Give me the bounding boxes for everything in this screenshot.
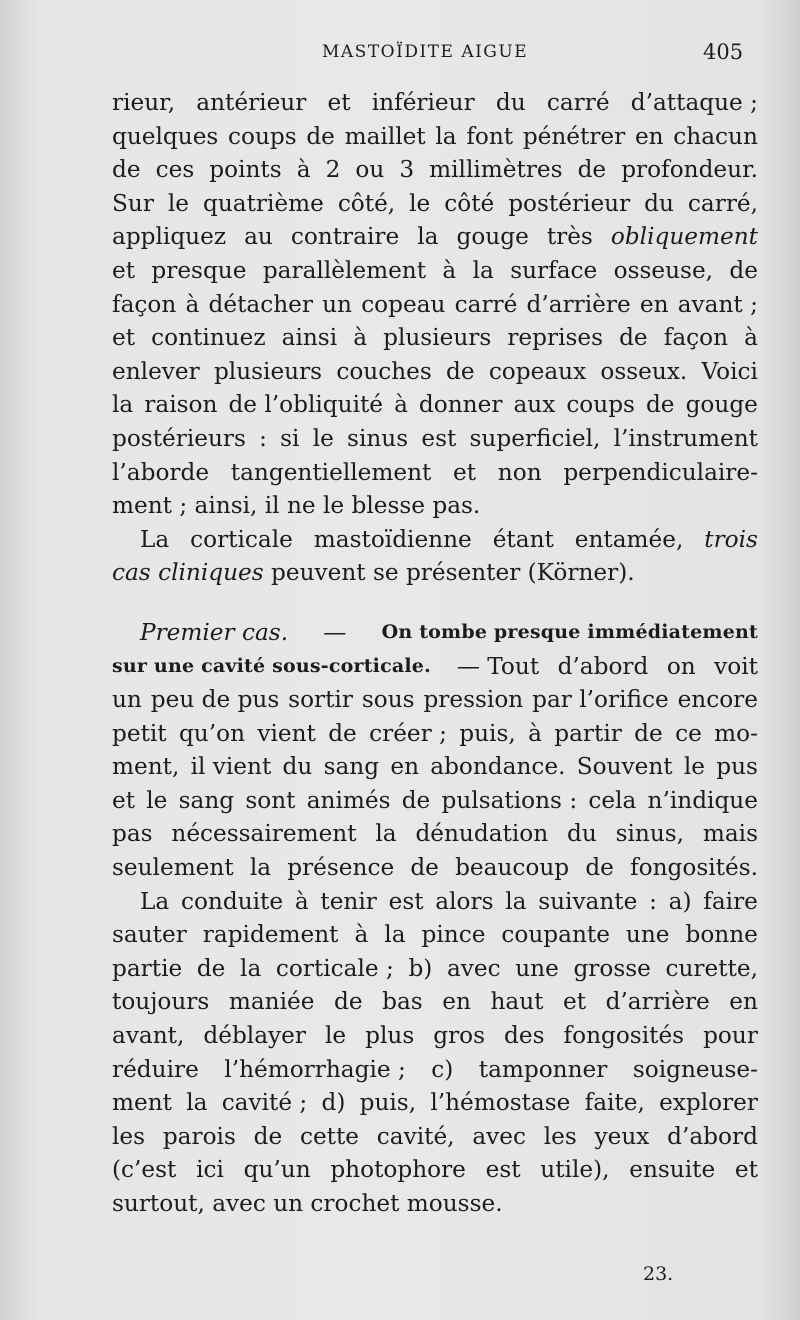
word: font: [466, 122, 514, 150]
word: perpendiculaire-: [563, 458, 758, 486]
word: de: [577, 156, 607, 184]
word: sont: [245, 786, 296, 814]
word: fongosités.: [630, 854, 758, 882]
word: d’arrière: [526, 290, 631, 318]
word: antérieur: [196, 89, 307, 116]
text-line: [112, 851, 758, 885]
word: en: [390, 753, 419, 781]
body-text: [112, 86, 758, 1221]
text-line: [112, 556, 758, 590]
word: :: [259, 424, 267, 452]
word: qu’un: [243, 1156, 311, 1184]
word: bas: [382, 988, 423, 1016]
word: continuez: [151, 324, 266, 352]
word: avant,: [112, 1022, 185, 1050]
word: avant ;: [677, 290, 758, 318]
word: avec: [446, 954, 501, 982]
text-line: [112, 254, 758, 288]
word: le: [409, 189, 431, 217]
text-line: [112, 288, 758, 322]
word: ainsi: [281, 324, 338, 352]
word: parois: [162, 1122, 236, 1150]
word: nécessairement: [171, 820, 357, 848]
word: haut: [490, 988, 544, 1016]
word: cela: [588, 786, 637, 814]
word: par l’orifice: [532, 686, 669, 714]
running-title: MASTOÏDITE AIGUE: [322, 42, 529, 62]
word: ou: [355, 156, 385, 184]
word: (c’est: [112, 1156, 177, 1184]
word: à: [185, 290, 200, 318]
word: la: [112, 391, 134, 419]
word: d): [321, 1089, 346, 1117]
word: sang: [178, 786, 235, 814]
word: sortir: [288, 686, 353, 714]
word: quatrième: [202, 189, 324, 217]
word: entamée,: [574, 525, 684, 553]
word: parallèlement: [262, 256, 427, 284]
word: cavité,: [376, 1122, 455, 1150]
word: partie: [112, 954, 183, 982]
word: plusieurs: [383, 324, 492, 352]
word: 2: [325, 156, 341, 184]
word: et: [563, 988, 587, 1016]
word: il vient: [190, 753, 272, 781]
word: à: [528, 719, 542, 747]
word: du: [495, 89, 526, 116]
word: ment: [112, 1089, 172, 1117]
word: sinus: [347, 424, 409, 452]
word: de: [333, 988, 363, 1016]
word: toujours: [112, 988, 210, 1016]
word: et: [453, 458, 477, 486]
word: copeau: [361, 290, 446, 318]
word: millimètres: [429, 156, 563, 184]
text-line: [112, 918, 758, 952]
word: au: [244, 223, 273, 251]
word: est: [388, 887, 424, 915]
word: la: [417, 223, 439, 251]
word: façon: [112, 290, 177, 318]
text-line: [112, 220, 758, 254]
word: de: [328, 719, 357, 747]
word: déblayer: [203, 1022, 306, 1050]
word: côté,: [337, 189, 396, 217]
word: conduite: [180, 887, 284, 915]
word: enlever: [112, 357, 200, 385]
text-line: [112, 683, 758, 717]
word: du: [566, 820, 597, 848]
word: seulement: [112, 854, 234, 882]
word: On tombe presque immédiatement: [381, 620, 758, 643]
word: et: [112, 256, 136, 284]
word: pénétrer: [522, 122, 626, 150]
word: un: [112, 686, 142, 714]
word: ensuite: [629, 1156, 716, 1184]
word: la: [435, 122, 457, 150]
word: réduire: [112, 1055, 199, 1083]
word: fongosités: [563, 1022, 685, 1050]
word: beaucoup: [455, 854, 570, 882]
word: pression: [423, 686, 524, 714]
word: gros: [433, 1022, 486, 1050]
word: partir: [554, 719, 622, 747]
word: yeux: [594, 1122, 650, 1150]
word: osseux.: [600, 357, 688, 385]
word: détacher: [208, 290, 313, 318]
text-line: [112, 616, 758, 650]
word: sinus,: [615, 820, 685, 848]
word: et: [112, 786, 136, 814]
word: très: [546, 223, 593, 251]
page-header: [0, 40, 800, 70]
word: —: [315, 618, 354, 646]
word: pas: [112, 820, 153, 848]
text-line: [112, 985, 758, 1019]
word: copeaux: [488, 357, 587, 385]
word: dénudation: [415, 820, 549, 848]
word: en: [729, 988, 758, 1016]
word: points: [209, 156, 282, 184]
word: le: [167, 189, 190, 217]
word: carré: [546, 89, 610, 116]
word: peu de pus: [150, 686, 280, 714]
word: pince: [421, 921, 486, 949]
word: sur une cavité sous-corticale.: [112, 654, 431, 677]
word: cette: [299, 1122, 360, 1150]
word: la: [375, 820, 397, 848]
word: raison: [144, 391, 218, 419]
word: la: [384, 921, 406, 949]
word: mais: [702, 820, 758, 848]
word: pulsations :: [441, 786, 578, 814]
word: le: [312, 424, 334, 452]
word: à: [744, 324, 758, 352]
word: étant: [492, 525, 554, 553]
word: carré,: [687, 189, 758, 217]
word: sauter: [112, 921, 187, 949]
word: soigneuse-: [632, 1055, 758, 1083]
word: appliquez: [112, 223, 227, 251]
text-line: [112, 952, 758, 986]
text-line: [112, 784, 758, 818]
word: cavité ;: [221, 1089, 308, 1117]
word: coups: [566, 391, 635, 419]
word: en: [639, 290, 669, 318]
word: chacun: [673, 122, 758, 150]
word: l’hémostase: [430, 1089, 571, 1117]
word: de: [410, 854, 439, 882]
text-line: [112, 120, 758, 154]
word: le: [324, 1022, 347, 1050]
text-line: [112, 86, 758, 120]
word: couches: [336, 357, 432, 385]
page-number: 405: [703, 40, 744, 64]
word: grosse: [573, 954, 651, 982]
word: rieur,: [112, 89, 176, 116]
word: corticale: [190, 525, 293, 553]
word: tangentiellement: [230, 458, 432, 486]
word: à: [353, 324, 368, 352]
word: encore: [677, 686, 758, 714]
word: ment ; ainsi, il ne le blesse pas.: [112, 492, 481, 520]
word: une: [515, 954, 559, 982]
word: postérieur: [508, 189, 631, 217]
text-line: [112, 456, 758, 490]
word: avec: [472, 1122, 526, 1150]
word: de: [585, 854, 614, 882]
word: alors: [435, 887, 494, 915]
word: tenir: [320, 887, 377, 915]
word: trois: [704, 525, 758, 553]
word: si: [280, 424, 300, 452]
word: gouge: [456, 223, 529, 251]
word: le: [683, 753, 705, 781]
word: corticale ;: [275, 954, 394, 982]
word: en: [442, 988, 471, 1016]
word: bonne: [685, 921, 758, 949]
word: Sur: [112, 189, 154, 217]
word: non: [497, 458, 542, 486]
word: postérieurs: [112, 424, 246, 452]
word: osseuse,: [613, 256, 714, 284]
word: à: [354, 921, 369, 949]
text-line: [112, 1187, 758, 1221]
word: la: [249, 854, 272, 882]
word: superficiel,: [469, 424, 601, 452]
text-line: [112, 1153, 758, 1187]
word: la: [472, 256, 494, 284]
text-line: [112, 1053, 758, 1087]
word: la: [240, 954, 262, 982]
word: est: [485, 1156, 521, 1184]
word: faite,: [584, 1089, 645, 1117]
word: a): [668, 887, 692, 915]
word: ce: [675, 719, 702, 747]
word: Souvent: [576, 753, 673, 781]
text-line: [112, 388, 758, 422]
word: plusieurs: [213, 357, 323, 385]
word: des: [504, 1022, 545, 1050]
word: de: [446, 357, 475, 385]
word: maniée: [228, 988, 315, 1016]
word: pus: [716, 753, 758, 781]
word: petit: [112, 719, 167, 747]
text-line: [112, 422, 758, 456]
word: un: [322, 290, 352, 318]
word: aux: [513, 391, 556, 419]
signature-mark: 23.: [643, 1263, 674, 1285]
text-line: [112, 187, 758, 221]
word: ment,: [112, 753, 180, 781]
word: gouge: [685, 391, 758, 419]
word: de: [619, 324, 648, 352]
word: obliquement: [610, 223, 758, 251]
word: sous: [361, 686, 415, 714]
word: de: [112, 156, 141, 184]
word: à: [442, 256, 457, 284]
word: quelques: [112, 122, 219, 150]
word: l’instrument: [613, 424, 758, 452]
text-line: [112, 523, 758, 557]
word: les: [543, 1122, 577, 1150]
word: la: [186, 1089, 208, 1117]
word: utile),: [540, 1156, 610, 1184]
word: vient: [257, 719, 316, 747]
text-line: [112, 817, 758, 851]
word: les: [112, 1122, 146, 1150]
word: coupante: [501, 921, 610, 949]
text-line: [112, 1086, 758, 1120]
word: de l’obliquité: [228, 391, 384, 419]
word: inférieur: [371, 89, 475, 116]
word: faire: [703, 887, 758, 915]
word: puis,: [459, 719, 516, 747]
word: ces: [155, 156, 195, 184]
word: de: [253, 1122, 283, 1150]
word: on: [666, 652, 696, 680]
word: d’abord: [667, 1122, 758, 1150]
word: La: [140, 887, 170, 915]
word: et: [327, 89, 351, 116]
word: d’abord: [557, 652, 649, 680]
text-line: [112, 1120, 758, 1154]
word: Premier cas.: [140, 618, 289, 646]
word: suivante: [538, 887, 638, 915]
word: Voici: [701, 357, 758, 385]
word: donner: [418, 391, 503, 419]
text-line: [112, 650, 758, 684]
word: :: [649, 887, 657, 915]
word: en: [634, 122, 664, 150]
word: de: [196, 954, 226, 982]
word: est: [421, 424, 457, 452]
word: sang: [323, 753, 380, 781]
word: plus: [365, 1022, 415, 1050]
word: pour: [703, 1022, 758, 1050]
word: mastoïdienne: [313, 525, 472, 553]
word: à: [294, 887, 309, 915]
text-line: [112, 153, 758, 187]
word: b): [408, 954, 433, 982]
text-line: [112, 321, 758, 355]
word: le: [146, 786, 168, 814]
word: présence: [287, 854, 395, 882]
word: qu’on: [178, 719, 246, 747]
word: profondeur.: [621, 156, 758, 184]
word: de: [306, 122, 335, 150]
word: façon: [663, 324, 729, 352]
word: du: [282, 753, 313, 781]
word: puis,: [359, 1089, 417, 1117]
text-line: [112, 489, 758, 523]
word: c): [431, 1055, 454, 1083]
word: ici: [196, 1156, 224, 1184]
word: une: [625, 921, 670, 949]
word: de: [634, 719, 663, 747]
word: contraire: [290, 223, 400, 251]
text-line: [112, 355, 758, 389]
word: abondance.: [430, 753, 566, 781]
word: voit: [714, 652, 758, 680]
word: créer ;: [369, 719, 447, 747]
word: d’arrière: [605, 988, 710, 1016]
word: côté: [444, 189, 495, 217]
text-line: [112, 1019, 758, 1053]
word: rapidement: [202, 921, 339, 949]
word: et: [112, 324, 136, 352]
word: cas cliniques peuvent se présenter (Körner).: [112, 559, 635, 587]
word: reprises: [507, 324, 604, 352]
text-line: [112, 885, 758, 919]
word: et: [734, 1156, 758, 1184]
word: La: [140, 525, 170, 553]
word: animés: [306, 786, 391, 814]
text-line: [112, 750, 758, 784]
word: l’hémorrhagie ;: [224, 1055, 406, 1083]
word: d’attaque ;: [630, 89, 758, 116]
word: — Tout: [449, 652, 540, 680]
word: la: [505, 887, 527, 915]
word: 3: [399, 156, 415, 184]
word: n’indique: [647, 786, 758, 814]
word: presque: [151, 256, 247, 284]
word: l’aborde: [112, 458, 210, 486]
word: surtout, avec un crochet mousse.: [112, 1190, 503, 1217]
word: de: [401, 786, 431, 814]
word: de: [729, 256, 758, 284]
word: maillet: [344, 122, 426, 150]
word: curette,: [665, 954, 758, 982]
word: à: [394, 391, 408, 419]
word: photophore: [330, 1156, 466, 1184]
word: surface: [510, 256, 598, 284]
text-line: [112, 717, 758, 751]
word: coups: [228, 122, 297, 150]
word: du: [644, 189, 674, 217]
word: de: [645, 391, 675, 419]
word: mo-: [714, 719, 758, 747]
word: explorer: [659, 1089, 758, 1117]
word: carré: [454, 290, 518, 318]
word: tamponner: [478, 1055, 608, 1083]
word: à: [296, 156, 311, 184]
